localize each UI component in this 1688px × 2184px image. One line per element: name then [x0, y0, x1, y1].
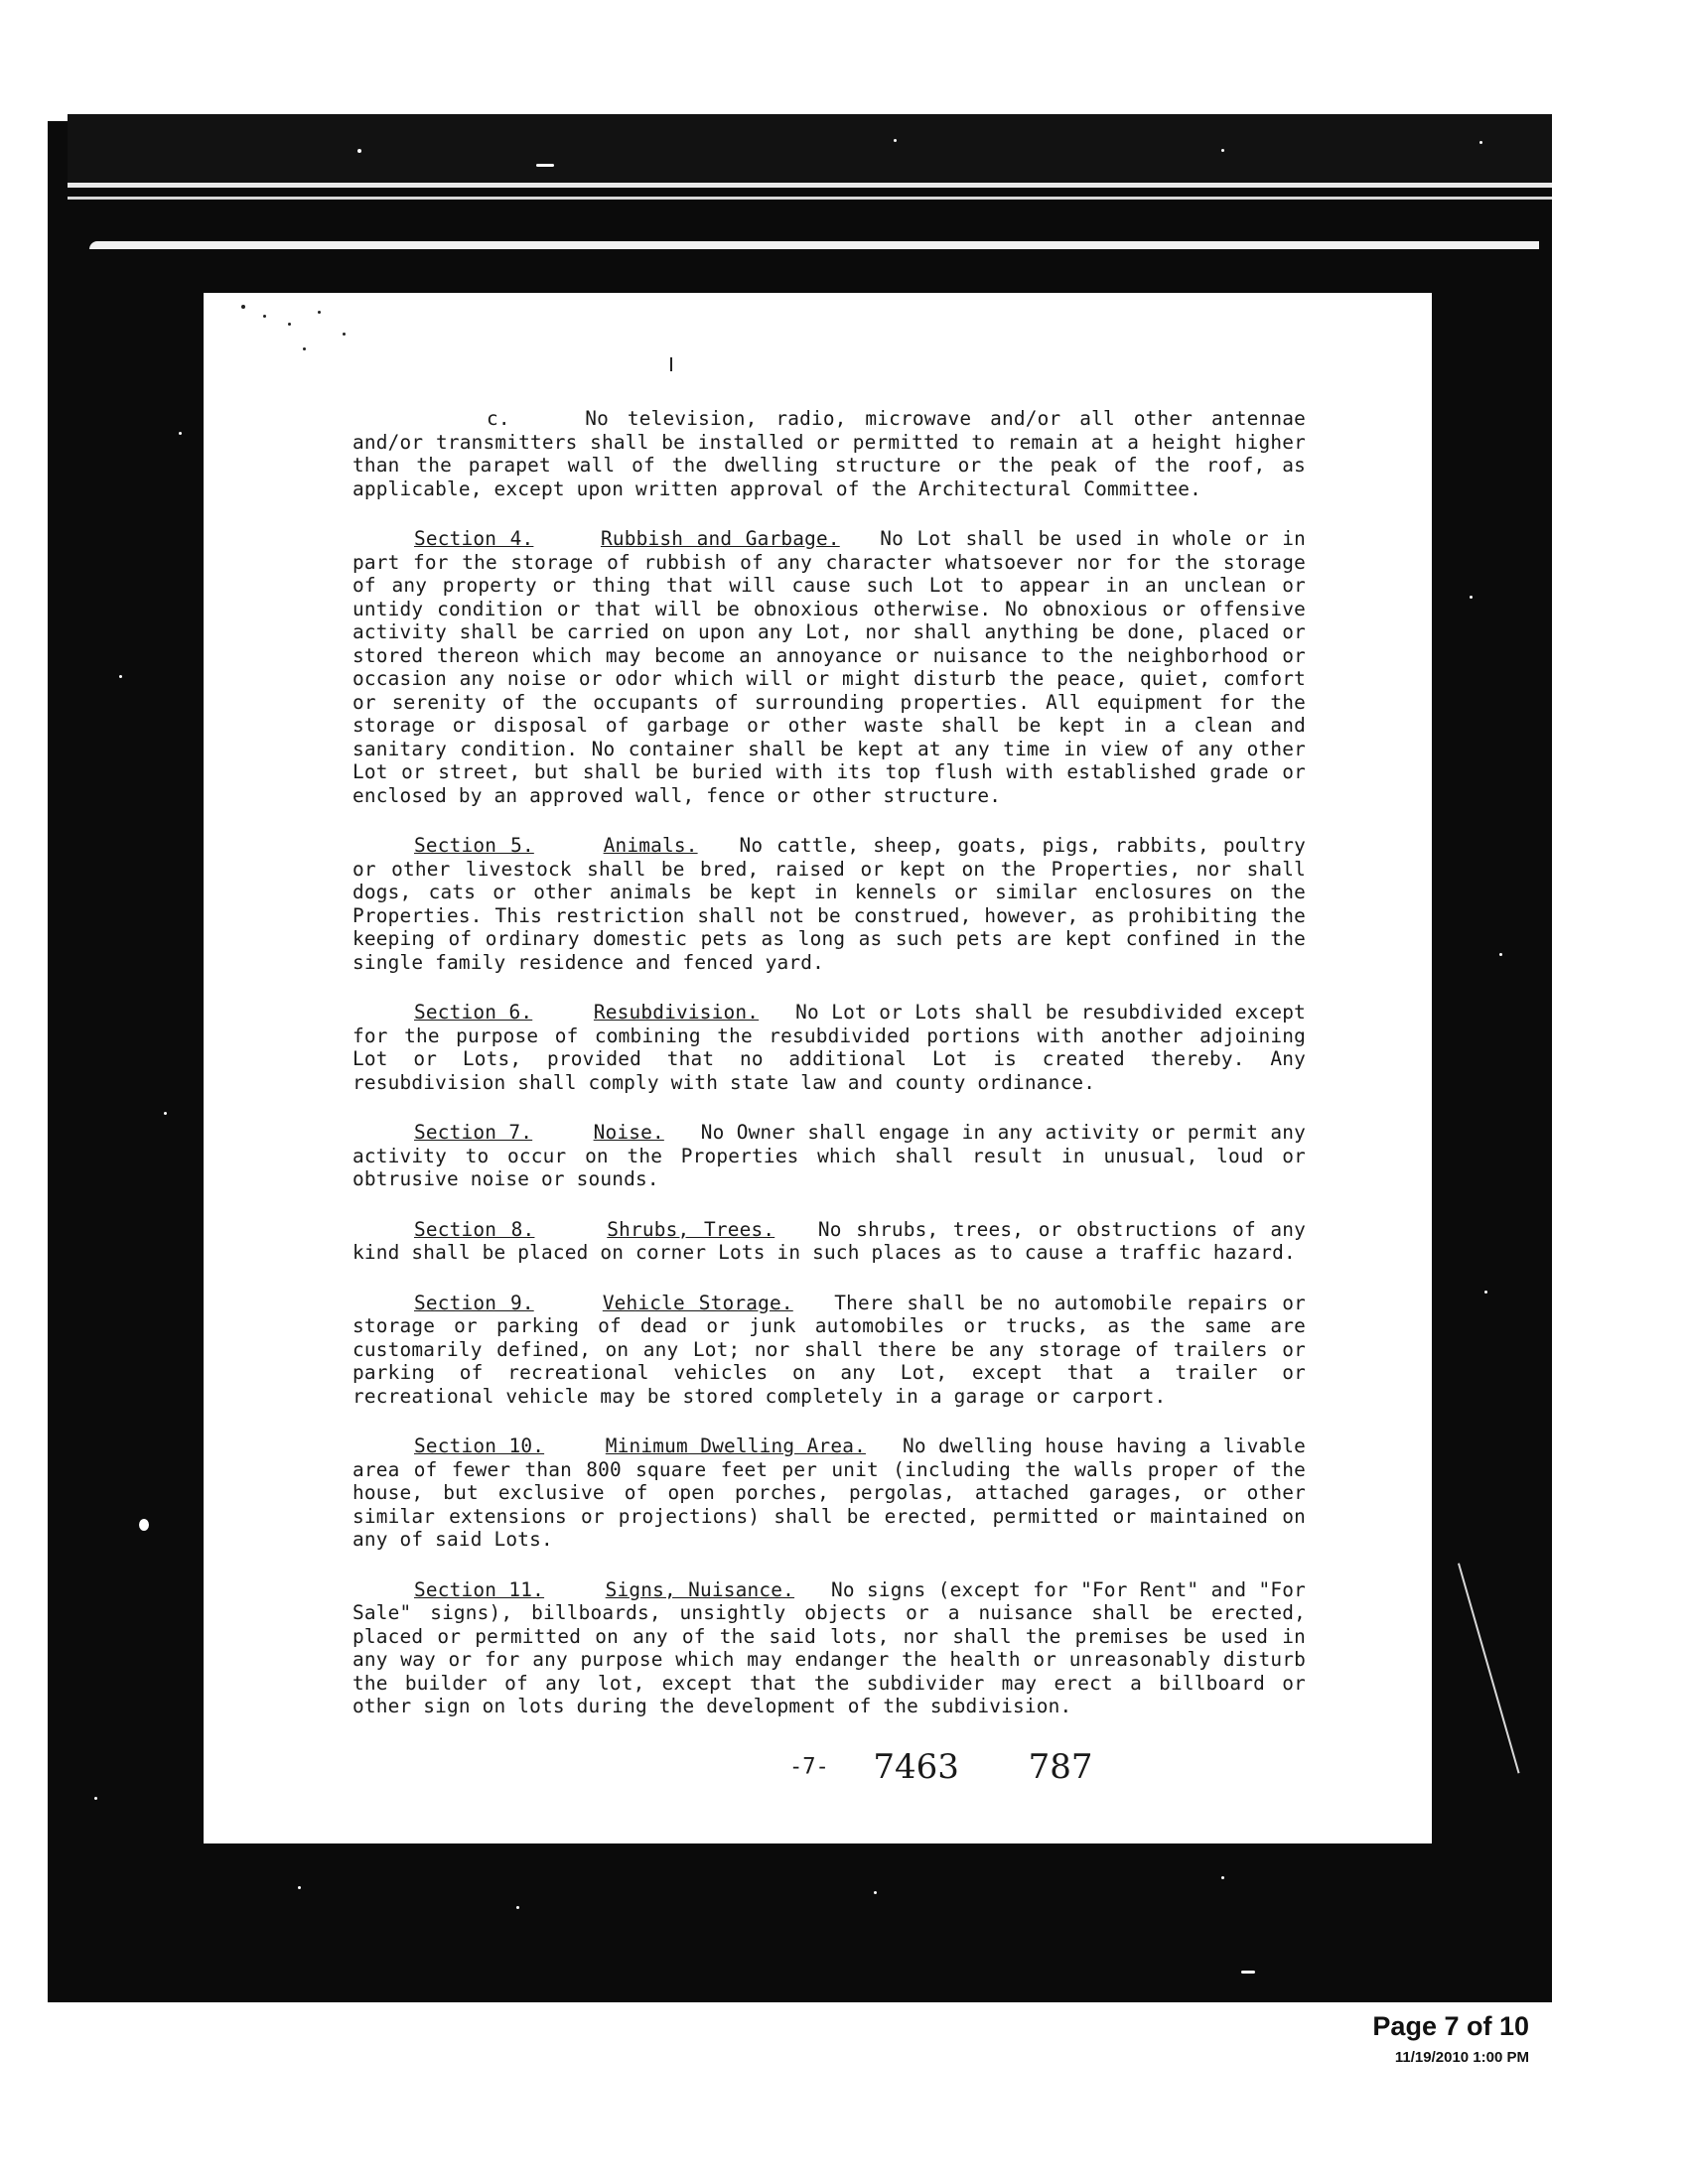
paper-speck [241, 305, 245, 309]
viewer-timestamp: 11/19/2010 1:00 PM [1394, 2049, 1529, 2066]
scan-speck [164, 1112, 167, 1115]
page-number-line [789, 1747, 1092, 1787]
scan-speck [516, 1906, 519, 1909]
scan-stripe [68, 197, 1552, 200]
section-heading: Section 10. [414, 1434, 545, 1457]
document-body [352, 407, 1306, 1745]
paper-speck [318, 311, 321, 314]
section-body: No Lot shall be used in whole or in part for the storage of rubbish of any character whatsoever nor for the storage of any property or thing that will cause such Lot to appear in an unclean or untidy condition or that will be obnoxious otherwise. No obnoxious or offensive activity shall be carried on upon any Lot, nor shall anything be done, placed or stored thereon which may become an annoyance or nuisance to the neighborhood or occasion any noise or odor which will or might disturb the peace, quiet, comfort or serenity of the occupants of surrounding properties. All equipment for the storage or disposal of garbage or other waste shall be kept in a clean and sanitary condition. No container shall be kept at any time in view of any other Lot or street, but shall be buried with its top flush with established grade or enclosed by an approved wall, fence or other structure. [352, 527, 1306, 807]
document-page [204, 293, 1432, 1843]
section-body: No cattle, sheep, goats, pigs, rabbits, poultry or other livestock shall be bred, raised or kept on the Properties, nor shall dogs, cats or other animals be kept in kennels or similar enclosures on the Properties. This restriction shall not be construed, however, as prohibiting the keeping of ordinary domestic pets as long as such pets are kept confined in the single family residence and fenced yard. [352, 834, 1307, 974]
section-body: No Lot or Lots shall be resubdivided except for the purpose of combining the resubdivided portions with another adjoining Lot or Lots, provided that no additional Lot is created thereby. Any resubdivision shall comply with state law and county ordinance. [352, 1001, 1307, 1094]
section-subject: Rubbish and Garbage. [600, 527, 840, 550]
section-heading: Section 7. [414, 1121, 533, 1144]
scan-speck [298, 1886, 301, 1889]
section-subject: Noise. [593, 1121, 664, 1144]
section-body: There shall be no automobile repairs or storage or parking of dead or junk automobiles or trucks, as the same are customarily defined, on any Lot; nor shall there be any storage of trailers or parking of recreational vehicles on any Lot, except that a trailer or recreational vehicle may be stored completely in a garage or carport. [352, 1291, 1306, 1408]
section-subject: Signs, Nuisance. [605, 1577, 795, 1601]
scan-speck [1499, 953, 1502, 956]
paper-speck [288, 323, 291, 326]
paragraph-section-7 [352, 1121, 1306, 1191]
scan-speck [119, 675, 122, 678]
scan-top-band [68, 114, 1552, 184]
section-body: No shrubs, trees, or obstructions of any kind shall be placed on corner Lots in such places as to cause a traffic hazard. [352, 1217, 1307, 1264]
paragraph-section-8 [352, 1218, 1306, 1265]
section-heading: Section 6. [414, 1001, 533, 1024]
scan-speck [874, 1891, 877, 1894]
scan-speck [1484, 1291, 1487, 1294]
section-subject: Animals. [603, 834, 698, 857]
section-heading: Section 5. [414, 834, 534, 857]
paper-speck [343, 333, 346, 336]
paragraph-section-10 [352, 1434, 1306, 1552]
scan-speck [1470, 596, 1473, 599]
paragraph-item-c [352, 407, 1306, 500]
scan-edge [89, 241, 1539, 249]
scan-speck [94, 1797, 97, 1800]
scan-speck [894, 139, 897, 142]
section-heading: Section 8. [414, 1217, 535, 1241]
paper-mark [670, 357, 672, 371]
paragraph-section-5 [352, 834, 1306, 974]
section-body: No signs (except for "For Rent" and "For Sale" signs), billboards, unsightly objects or a nuisance shall be erected, placed or permitted on any of the said lots, nor shall the premises be used in any way or for any purpose which may endanger the health or unreasonably disturb the builder of any lot, except that the subdivider may erect a billboard or other sign on lots during the development of the subdivision. [352, 1577, 1307, 1717]
scan-speck [1221, 149, 1224, 152]
paper-speck [303, 347, 306, 350]
item-body: No television, radio, microwave and/or all other antennae and/or transmitters shall be installed or permitted to remain at a height higher than the parapet wall of the dwelling structure or the peak of the roof, as applicable, except upon written approval of the Architectural Committee. [352, 407, 1306, 500]
viewer-page-indicator: Page 7 of 10 [1372, 2011, 1529, 2041]
paragraph-section-6 [352, 1001, 1306, 1094]
paragraph-section-11 [352, 1578, 1306, 1718]
item-lead: c. [487, 407, 510, 430]
section-subject: Shrubs, Trees. [607, 1217, 775, 1241]
scan-stripe [68, 183, 1552, 188]
section-heading: Section 11. [414, 1577, 545, 1601]
paragraph-section-9 [352, 1292, 1306, 1409]
paper-speck [263, 315, 266, 318]
scan-speck [1221, 1876, 1224, 1879]
scan-speck [1241, 1971, 1255, 1974]
section-heading: Section 9. [414, 1291, 534, 1314]
book-number: 7463 [873, 1747, 959, 1787]
scan-speck [357, 149, 361, 153]
page-marker: -7- [789, 1754, 829, 1780]
scan-speck [139, 1519, 149, 1531]
section-body: No dwelling house having a livable area of fewer than 800 square feet per unit (including the walls proper of the house, but exclusive of open porches, pergolas, attached garages, or other similar extensions or projections) shall be erected, permitted or maintained on any of said Lots. [352, 1434, 1307, 1551]
section-body: No Owner shall engage in any activity or permit any activity to occur on the Properties which shall result in unusual, loud or obtrusive noise or sounds. [352, 1121, 1306, 1190]
section-subject: Vehicle Storage. [602, 1291, 793, 1314]
paragraph-section-4 [352, 527, 1306, 807]
scan-speck [1479, 141, 1482, 144]
scan-speck [179, 432, 182, 435]
section-subject: Resubdivision. [593, 1001, 760, 1024]
section-heading: Section 4. [414, 527, 534, 550]
section-subject: Minimum Dwelling Area. [605, 1434, 866, 1457]
recording-page-number: 787 [1028, 1747, 1093, 1787]
scan-speck [536, 164, 554, 167]
